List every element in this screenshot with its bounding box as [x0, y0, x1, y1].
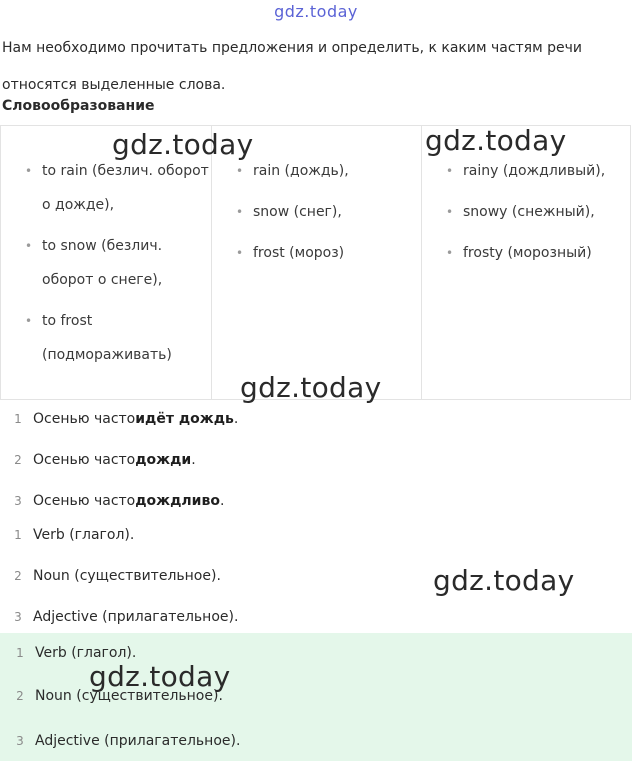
highlighted-word: идёт дождь — [135, 410, 234, 427]
answer-item — [0, 718, 632, 763]
word-formation-table — [0, 125, 631, 400]
list-item-text: snowy (снежный), — [463, 204, 595, 220]
highlighted-word: дожди — [135, 451, 192, 468]
sentence-end: . — [219, 492, 225, 509]
list-item — [21, 154, 211, 222]
watermark: gdz.today — [89, 660, 231, 693]
list-item-text: to frost (подмораживать) — [42, 313, 172, 363]
bullet-icon: • — [446, 164, 454, 178]
item-number: 1 — [14, 527, 22, 542]
answer-item — [0, 514, 632, 555]
answer-text: Verb (глагол). — [35, 645, 137, 661]
highlighted-answers-list — [0, 633, 632, 763]
list-item — [232, 154, 421, 188]
item-number: 3 — [16, 733, 24, 748]
answer-highlight-box — [0, 633, 632, 761]
word-formation-column-nouns — [211, 126, 421, 399]
bullet-icon: • — [25, 164, 33, 178]
nouns-list — [232, 154, 421, 270]
item-number: 2 — [14, 452, 22, 467]
watermark: gdz.today — [112, 128, 254, 161]
intro-text: Нам необходимо прочитать предложения и определить, к каким частям речи относятся выделенные слова. — [2, 40, 582, 93]
answer-text: Noun (существительное). — [35, 687, 223, 704]
item-number: 2 — [16, 688, 24, 703]
list-item-text: rainy (дождливый), — [463, 163, 606, 179]
list-item — [21, 229, 211, 297]
item-number: 3 — [14, 493, 22, 508]
section-title: Словообразование — [2, 98, 155, 114]
answer-item — [0, 673, 632, 718]
answer-text: Noun (существительное). — [33, 567, 221, 584]
sentence-end: . — [233, 410, 239, 427]
list-item — [442, 195, 630, 229]
verbs-list — [21, 154, 211, 372]
list-item-text: to snow (безлич. оборот о снеге), — [42, 238, 163, 288]
list-item — [442, 236, 630, 270]
list-item-text: frost (мороз) — [253, 245, 345, 261]
bullet-icon: • — [236, 205, 244, 219]
sentence-text: Осенью часто — [33, 492, 136, 509]
bullet-icon: • — [446, 246, 454, 260]
answer-text: Adjective (прилагательное). — [33, 608, 239, 625]
answer-item — [0, 555, 632, 596]
item-number: 2 — [14, 568, 22, 583]
sentences-list — [0, 398, 632, 521]
list-item — [21, 304, 211, 372]
list-item-text: frosty (морозный) — [463, 245, 592, 261]
highlighted-word: дождливо — [135, 492, 220, 509]
answer-item — [0, 633, 632, 673]
item-number: 1 — [16, 646, 24, 660]
item-number: 1 — [14, 411, 22, 426]
bullet-icon: • — [236, 246, 244, 260]
list-item-text: rain (дождь), — [253, 163, 349, 179]
site-logo[interactable]: gdz.today — [274, 2, 358, 21]
list-item-text: snow (снег), — [253, 204, 342, 220]
watermark: gdz.today — [425, 124, 567, 157]
answers-list — [0, 514, 632, 637]
item-number: 3 — [14, 609, 22, 624]
watermark: gdz.today — [240, 371, 382, 404]
sentence-text: Осенью часто — [33, 451, 136, 468]
list-item — [442, 154, 630, 188]
bullet-icon: • — [25, 239, 33, 253]
answer-text: Verb (глагол). — [33, 526, 135, 543]
word-formation-column-verbs — [1, 126, 211, 399]
sentence-item — [0, 398, 632, 439]
watermark: gdz.today — [433, 564, 575, 597]
list-item — [232, 236, 421, 270]
sentence-item — [0, 439, 632, 480]
word-formation-column-adjectives — [421, 126, 630, 399]
sentence-end: . — [191, 451, 196, 468]
answer-item — [0, 596, 632, 637]
list-item — [232, 195, 421, 229]
adjectives-list — [442, 154, 630, 270]
list-item-text: to rain (безлич. оборот о дожде), — [42, 163, 209, 213]
bullet-icon: • — [236, 164, 244, 178]
bullet-icon: • — [25, 314, 33, 328]
answer-text: Adjective (прилагательное). — [35, 732, 241, 749]
bullet-icon: • — [446, 205, 454, 219]
sentence-text: Осенью часто — [33, 410, 136, 427]
